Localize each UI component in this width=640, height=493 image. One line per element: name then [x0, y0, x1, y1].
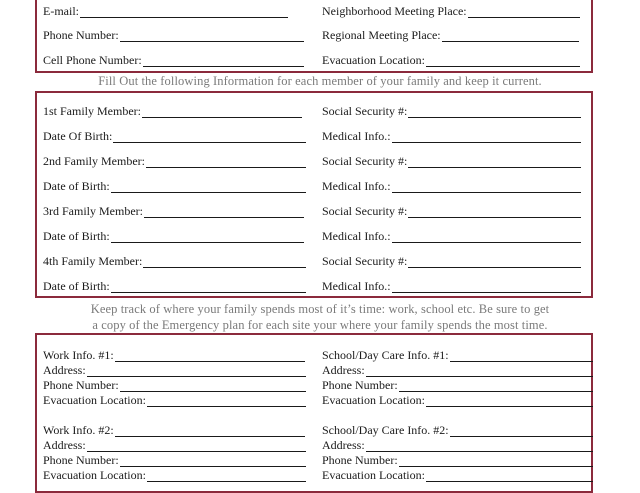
work-1-address-line[interactable] [87, 364, 306, 377]
work-2-address-field[interactable] [43, 437, 306, 452]
dob-3-line[interactable] [111, 230, 304, 243]
medical-1-field[interactable] [322, 128, 581, 143]
ssn-3-line[interactable] [408, 205, 581, 218]
work-2-phone-field[interactable] [43, 452, 306, 467]
family-member-3-line[interactable] [144, 205, 304, 218]
work-2-line[interactable] [115, 424, 305, 437]
neighborhood-meeting-line[interactable] [468, 5, 580, 18]
ssn-1-line[interactable] [408, 105, 581, 118]
regional-meeting-label: Regional Meeting Place: [322, 28, 441, 42]
ssn-2-line[interactable] [408, 155, 581, 168]
work-2-evac-label: Evacuation Location: [43, 468, 146, 482]
cell-phone-label: Cell Phone Number: [43, 53, 142, 67]
ssn-3-label: Social Security #: [322, 204, 408, 218]
ssn-4-label: Social Security #: [322, 254, 408, 268]
cell-phone-field[interactable] [43, 52, 304, 67]
medical-4-line[interactable] [392, 280, 581, 293]
school-1-field[interactable] [322, 347, 593, 362]
family-member-3-field[interactable] [43, 203, 304, 218]
ssn-4-field[interactable] [322, 253, 581, 268]
medical-4-label: Medical Info.: [322, 279, 391, 293]
medical-1-label: Medical Info.: [322, 129, 391, 143]
medical-2-field[interactable] [322, 178, 581, 193]
school-2-label: School/Day Care Info. #2: [322, 423, 449, 437]
ssn-1-label: Social Security #: [322, 104, 408, 118]
school-1-label: School/Day Care Info. #1: [322, 348, 449, 362]
ssn-1-field[interactable] [322, 103, 581, 118]
school-1-address-label: Address: [322, 363, 365, 377]
regional-meeting-line[interactable] [442, 29, 579, 42]
family-member-1-label: 1st Family Member: [43, 104, 141, 118]
dob-1-label: Date Of Birth: [43, 129, 113, 143]
family-member-2-label: 2nd Family Member: [43, 154, 145, 168]
family-member-1-field[interactable] [43, 103, 302, 118]
work-1-phone-label: Phone Number: [43, 378, 119, 392]
dob-2-field[interactable] [43, 178, 306, 193]
ssn-3-field[interactable] [322, 203, 581, 218]
phone-field[interactable] [43, 27, 304, 42]
work-2-evac-line[interactable] [147, 469, 306, 482]
work-1-line[interactable] [115, 349, 305, 362]
dob-1-field[interactable] [43, 128, 306, 143]
school-1-phone-line[interactable] [399, 379, 593, 392]
cell-phone-line[interactable] [143, 54, 304, 67]
neighborhood-meeting-field[interactable] [322, 3, 580, 18]
work-1-phone-line[interactable] [120, 379, 306, 392]
school-2-address-field[interactable] [322, 437, 593, 452]
phone-line[interactable] [120, 29, 304, 42]
school-2-address-label: Address: [322, 438, 365, 452]
work-1-address-field[interactable] [43, 362, 306, 377]
evacuation-location-field[interactable] [322, 52, 580, 67]
neighborhood-meeting-label: Neighborhood Meeting Place: [322, 4, 467, 18]
family-instructions: Fill Out the following Information for each member of your family and keep it current. [98, 74, 542, 88]
regional-meeting-field[interactable] [322, 27, 579, 42]
dob-1-line[interactable] [113, 130, 306, 143]
work-1-evac-line[interactable] [147, 394, 306, 407]
medical-2-label: Medical Info.: [322, 179, 391, 193]
work-1-field[interactable] [43, 347, 305, 362]
dob-4-field[interactable] [43, 278, 306, 293]
phone-label: Phone Number: [43, 28, 119, 42]
evacuation-location-line[interactable] [426, 54, 580, 67]
dob-2-label: Date of Birth: [43, 179, 110, 193]
ssn-2-label: Social Security #: [322, 154, 408, 168]
family-member-4-line[interactable] [143, 255, 306, 268]
family-member-3-label: 3rd Family Member: [43, 204, 143, 218]
family-member-4-label: 4th Family Member: [43, 254, 143, 268]
work-2-address-line[interactable] [87, 439, 306, 452]
medical-3-label: Medical Info.: [322, 229, 391, 243]
work-2-field[interactable] [43, 422, 305, 437]
family-member-1-line[interactable] [142, 105, 302, 118]
email-label: E-mail: [43, 4, 79, 18]
school-1-phone-label: Phone Number: [322, 378, 398, 392]
work-2-phone-label: Phone Number: [43, 453, 119, 467]
dob-2-line[interactable] [111, 180, 306, 193]
work-1-phone-field[interactable] [43, 377, 306, 392]
medical-4-field[interactable] [322, 278, 581, 293]
medical-1-line[interactable] [392, 130, 581, 143]
email-field[interactable] [43, 3, 288, 18]
school-2-address-line[interactable] [366, 439, 593, 452]
email-line[interactable] [80, 5, 288, 18]
school-2-phone-field[interactable] [322, 452, 593, 467]
school-2-phone-label: Phone Number: [322, 453, 398, 467]
school-2-line[interactable] [450, 424, 593, 437]
dob-4-label: Date of Birth: [43, 279, 110, 293]
family-member-2-field[interactable] [43, 153, 306, 168]
work-1-evac-label: Evacuation Location: [43, 393, 146, 407]
school-1-address-field[interactable] [322, 362, 593, 377]
school-1-evac-line[interactable] [426, 394, 593, 407]
medical-3-line[interactable] [392, 230, 581, 243]
school-1-evac-field[interactable] [322, 392, 593, 407]
school-1-phone-field[interactable] [322, 377, 593, 392]
dob-4-line[interactable] [111, 280, 306, 293]
school-1-evac-label: Evacuation Location: [322, 393, 425, 407]
family-member-2-line[interactable] [146, 155, 306, 168]
school-2-evac-label: Evacuation Location: [322, 468, 425, 482]
school-2-phone-line[interactable] [399, 454, 593, 467]
work-2-address-label: Address: [43, 438, 86, 452]
sites-instructions-line-2: a copy of the Emergency plan for each site your where your family spends the most time. [92, 318, 548, 332]
family-member-4-field[interactable] [43, 253, 306, 268]
school-2-field[interactable] [322, 422, 593, 437]
school-1-address-line[interactable] [366, 364, 593, 377]
school-2-evac-line[interactable] [426, 469, 593, 482]
work-1-evac-field[interactable] [43, 392, 306, 407]
dob-3-label: Date of Birth: [43, 229, 110, 243]
school-1-line[interactable] [450, 349, 593, 362]
sites-instructions-line-1: Keep track of where your family spends most of it’s time: work, school etc. Be sure to get [90, 302, 550, 316]
work-1-label: Work Info. #1: [43, 348, 114, 362]
work-2-label: Work Info. #2: [43, 423, 114, 437]
work-2-phone-line[interactable] [120, 454, 306, 467]
ssn-4-line[interactable] [408, 255, 581, 268]
ssn-2-field[interactable] [322, 153, 581, 168]
dob-3-field[interactable] [43, 228, 304, 243]
medical-3-field[interactable] [322, 228, 581, 243]
work-1-address-label: Address: [43, 363, 86, 377]
evacuation-location-label: Evacuation Location: [322, 53, 425, 67]
medical-2-line[interactable] [392, 180, 581, 193]
